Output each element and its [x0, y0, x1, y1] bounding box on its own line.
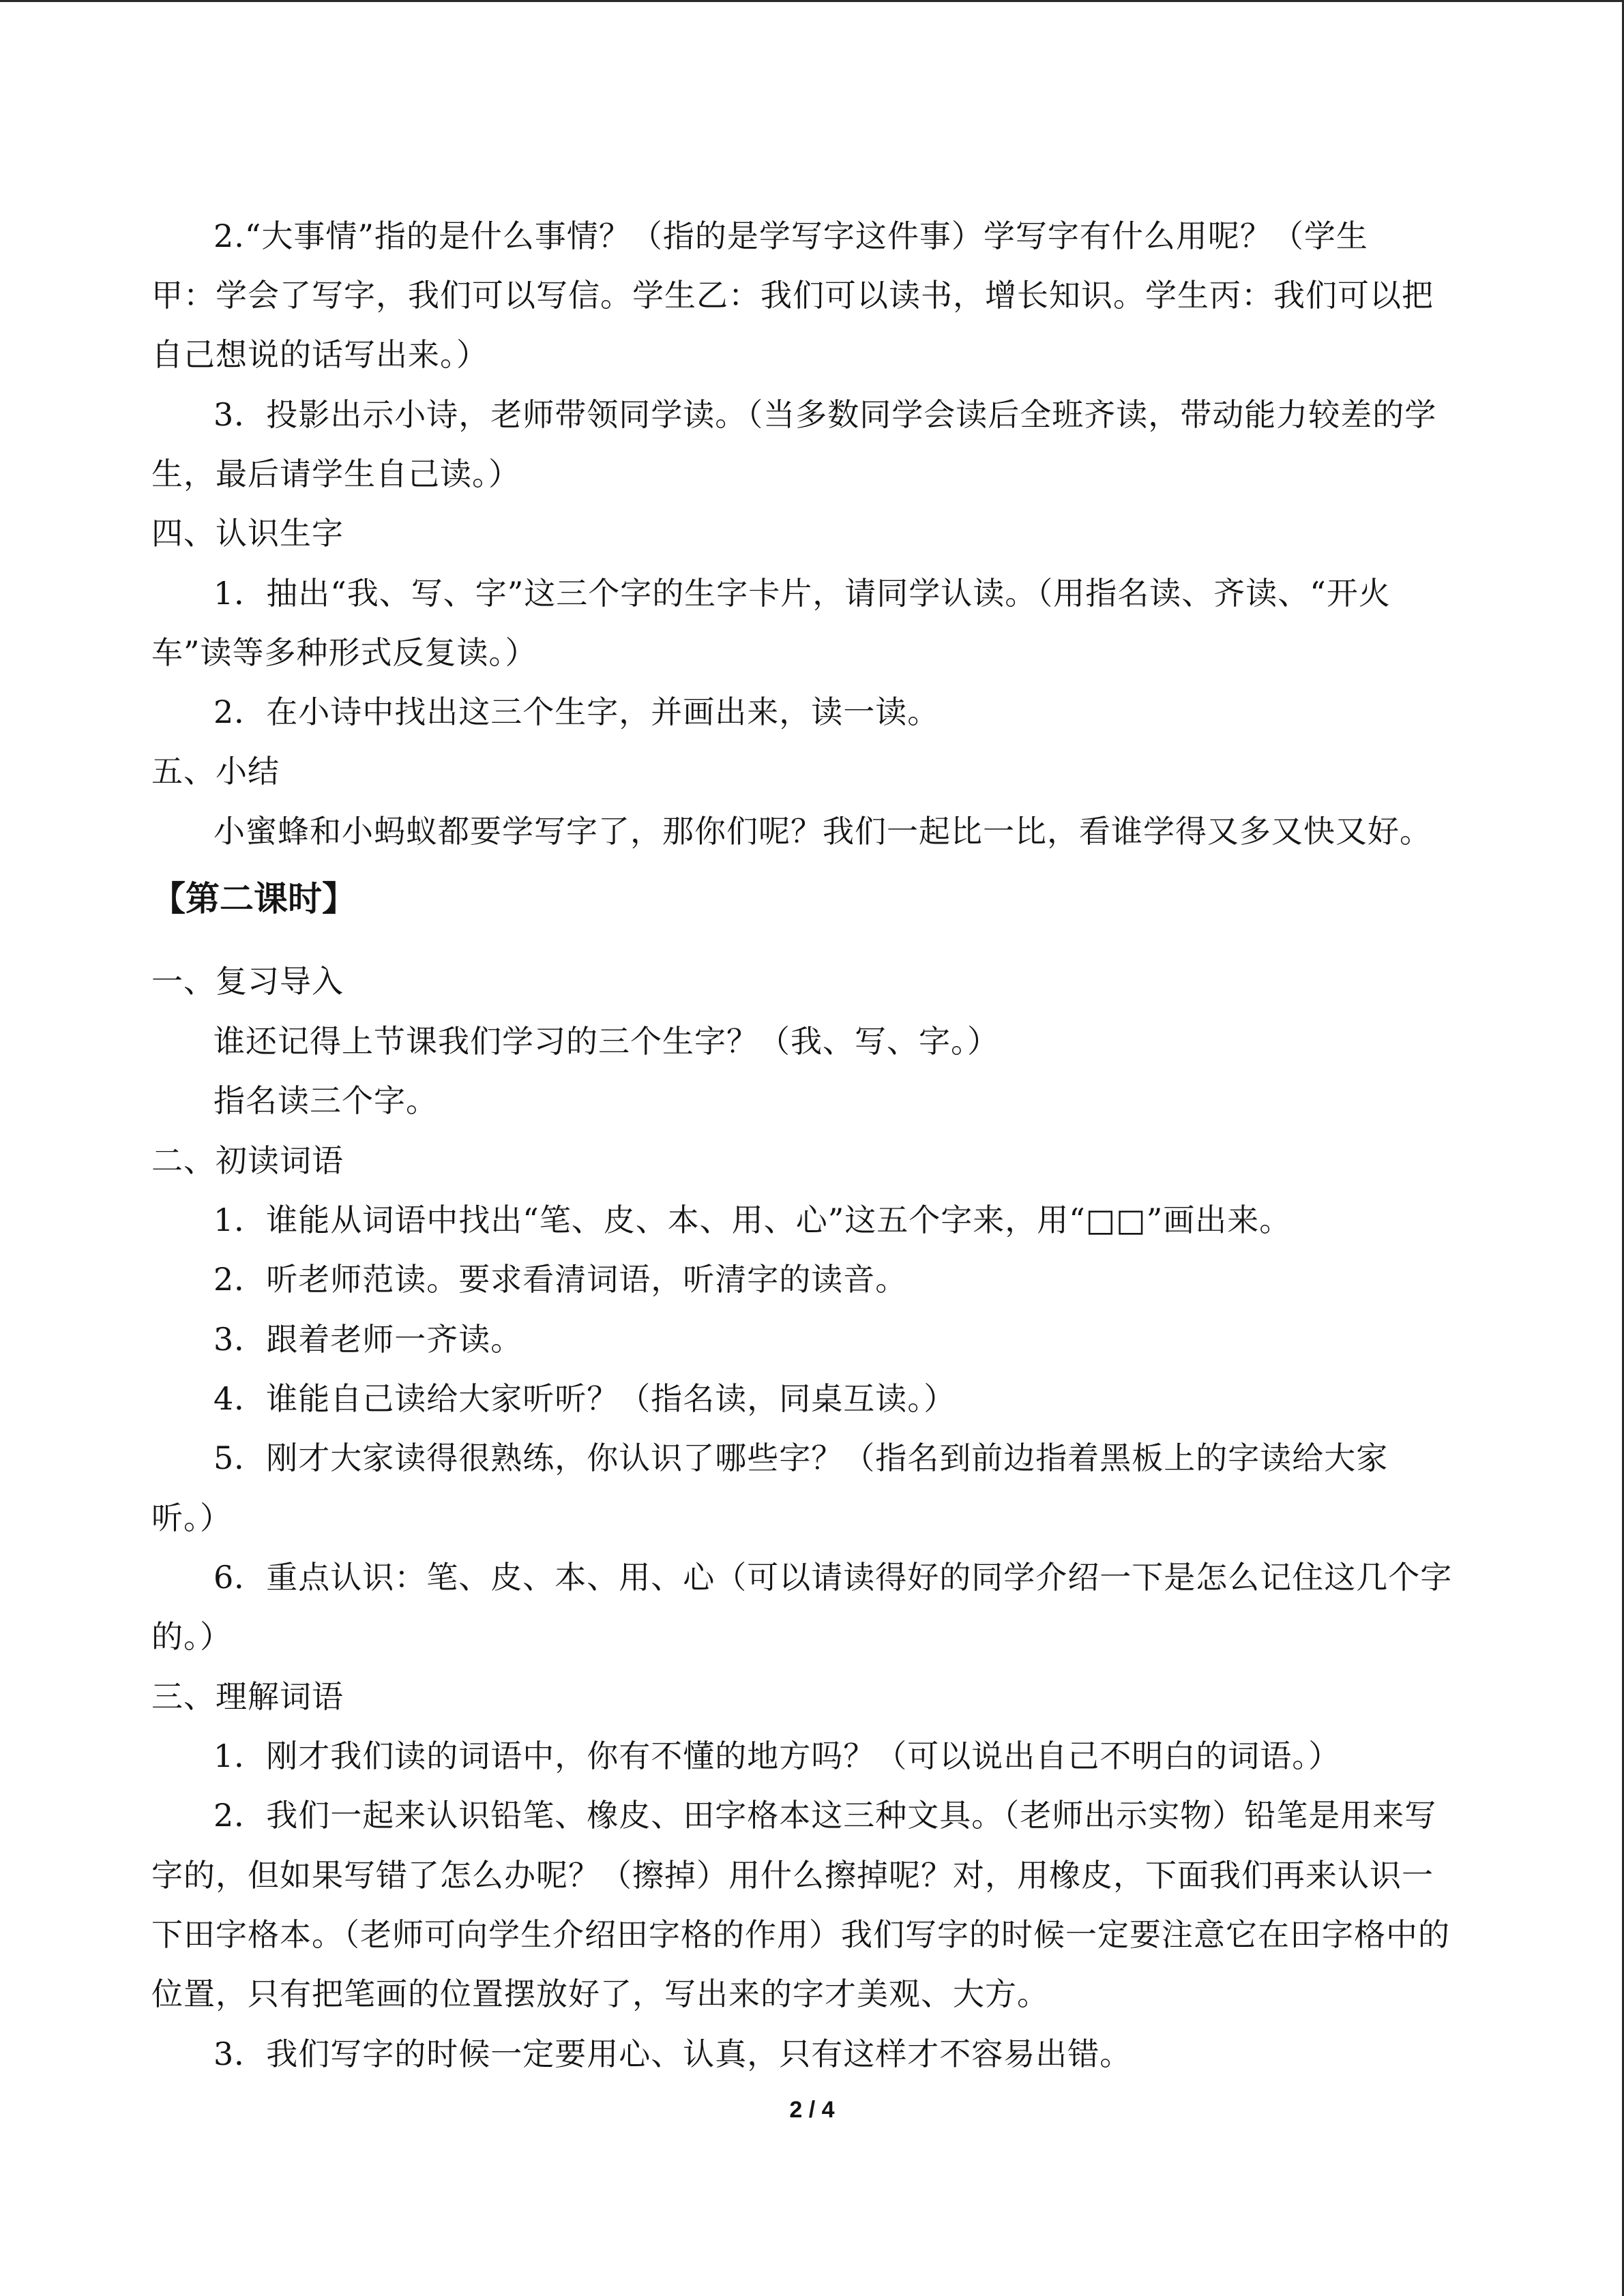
paragraph-line: 1．刚才我们读的词语中，你有不懂的地方吗？（可以说出自己不明白的词语。） [213, 1738, 1341, 1774]
paragraph-line: 2．在小诗中找出这三个生字，并画出来，读一读。 [213, 694, 940, 730]
paragraph-line: 2.“大事情”指的是什么事情？（指的是学写字这件事）学写字有什么用呢？（学生 [213, 218, 1368, 254]
paragraph-line: 3．投影出示小诗，老师带领同学读。（当多数同学会读后全班齐读，带动能力较差的学 [213, 396, 1437, 433]
paragraph-line: 自己想说的话写出来。） [151, 336, 488, 373]
paragraph-line: 2．听老师范读。要求看清词语，听清字的读音。 [213, 1261, 908, 1298]
paragraph-line: 3．跟着老师一齐读。 [213, 1321, 523, 1358]
section-heading: 四、认识生字 [151, 515, 344, 552]
paragraph-line: 字的，但如果写错了怎么办呢？（擦掉）用什么擦掉呢？对，用橡皮，下面我们再来认识一 [151, 1857, 1434, 1894]
paragraph-line: 小蜜蜂和小蚂蚁都要学写字了，那你们呢？我们一起比一比，看谁学得又多又快又好。 [213, 813, 1432, 850]
lesson-heading: 【第二课时】 [151, 879, 356, 919]
paragraph-line: 的。） [151, 1618, 232, 1655]
paragraph-line: 5．刚才大家读得很熟练，你认识了哪些字？（指名到前边指着黑板上的字读给大家 [213, 1440, 1389, 1476]
paragraph-line: 甲：学会了写字，我们可以写信。学生乙：我们可以读书，增长知识。学生丙：我们可以把 [151, 277, 1434, 314]
paragraph-line: 1．抽出“我、写、字”这三个字的生字卡片，请同学认读。（用指名读、齐读、“开火 [213, 575, 1391, 612]
paragraph-line: 谁还记得上节课我们学习的三个生字？（我、写、字。） [213, 1023, 999, 1060]
section-heading: 一、复习导入 [151, 963, 344, 1000]
paragraph-line: 指名读三个字。 [213, 1082, 438, 1119]
paragraph-line: 车”读等多种形式反复读。） [151, 634, 537, 671]
section-heading: 三、理解词语 [151, 1678, 344, 1715]
paragraph-line: 下田字格本。（老师可向学生介绍田字格的作用）我们写字的时候一定要注意它在田字格中的 [151, 1916, 1450, 1953]
section-heading: 五、小结 [151, 753, 280, 790]
paragraph-line: 3．我们写字的时候一定要用心、认真，只有这样才不容易出错。 [213, 2036, 1132, 2072]
paragraph-line: 6．重点认识：笔、皮、本、用、心（可以请读得好的同学介绍一下是怎么记住这几个字 [213, 1559, 1453, 1596]
paragraph-line: 位置，只有把笔画的位置摆放好了，写出来的字才美观、大方。 [151, 1976, 1049, 2012]
paragraph-line: 4．谁能自己读给大家听听？（指名读，同桌互读。） [213, 1380, 956, 1417]
paragraph-line: 生，最后请学生自己读。） [151, 456, 520, 492]
page-number: 2 / 4 [789, 2097, 835, 2123]
paragraph-line: 1．谁能从词语中找出“笔、皮、本、用、心”这五个字来，用“□□”画出来。 [213, 1202, 1292, 1238]
paragraph-line: 听。） [151, 1500, 232, 1536]
paragraph-line: 2．我们一起来认识铅笔、橡皮、田字格本这三种文具。（老师出示实物）铅笔是用来写 [213, 1797, 1437, 1834]
section-heading: 二、初读词语 [151, 1142, 344, 1179]
